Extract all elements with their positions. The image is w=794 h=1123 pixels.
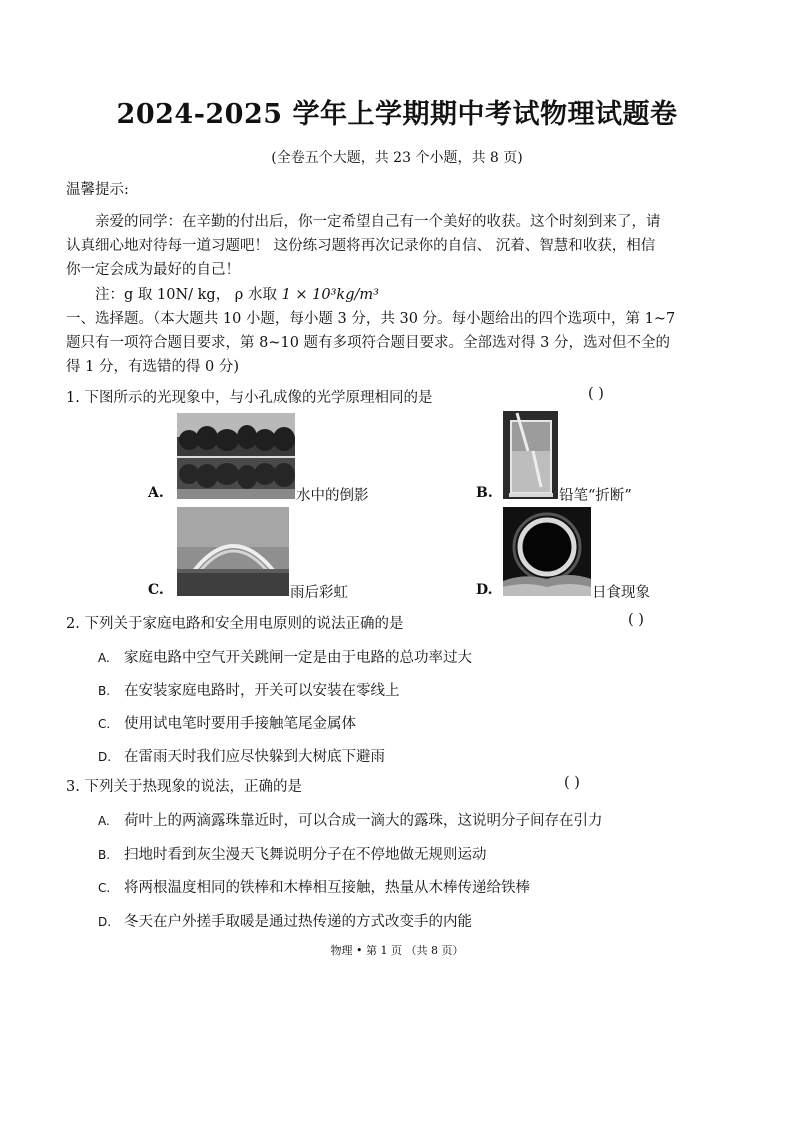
question-3-stem: 3. 下列关于热现象的说法，正确的是	[66, 779, 302, 795]
tips-label: 温馨提示:	[66, 182, 129, 198]
tips-note	[95, 283, 379, 304]
note-formula: 1 × 10³kg/m³	[281, 287, 379, 303]
note-prefix: 注：g 取 10N/ kg， ρ 水取	[95, 287, 282, 303]
q2-option-b-text: 在安装家庭电路时，开关可以安装在零线上	[124, 683, 400, 699]
q2-option-b[interactable]	[98, 679, 400, 700]
section1-line-3: 得 1 分，有选错的得 0 分)	[66, 359, 240, 375]
q1-option-c-letter: C.	[148, 582, 164, 598]
exam-subtitle: (全卷五个大题，共 23 个小题，共 8 页)	[271, 150, 523, 166]
question-2-stem: 2. 下列关于家庭电路和安全用电原则的说法正确的是	[66, 616, 404, 632]
question-3-answer-paren[interactable]: ( )	[564, 775, 580, 791]
question-1-answer-paren[interactable]: ( )	[588, 386, 604, 402]
q1-option-c-image	[177, 507, 289, 596]
q1-option-b-image	[503, 411, 558, 499]
rainbow-photo	[177, 507, 289, 596]
q1-option-d-caption: 日食现象	[592, 585, 650, 601]
q3-option-b-letter: B.	[98, 848, 111, 862]
q1-option-b-caption: 铅笔“折断”	[559, 488, 632, 504]
q1-option-a-letter: A.	[148, 485, 164, 501]
q2-option-c[interactable]	[98, 712, 356, 733]
q3-option-d-text: 冬天在户外搓手取暖是通过热传递的方式改变手的内能	[124, 914, 472, 930]
q2-option-d[interactable]	[98, 745, 385, 766]
tips-line-1: 亲爱的同学：在辛勤的付出后，你一定希望自己有一个美好的收获。这个时刻到来了，请	[95, 214, 661, 230]
q2-option-d-text: 在雷雨天时我们应尽快躲到大树底下避雨	[124, 749, 385, 765]
q2-option-b-letter: B.	[98, 684, 111, 698]
q3-option-c-text: 将两根温度相同的铁棒和木棒相互接触，热量从木棒传递给铁棒	[124, 880, 530, 896]
q3-option-d[interactable]	[98, 910, 472, 931]
question-1-stem: 1. 下图所示的光现象中，与小孔成像的光学原理相同的是	[66, 390, 433, 406]
tips-line-2: 认真细心地对待每一道习题吧！ 这份练习题将再次记录你的自信、 沉着、智慧和收获，相信	[66, 238, 656, 254]
q3-option-a-letter: A.	[98, 814, 110, 828]
section1-line-2: 题只有一项符合题目要求，第 8~10 题有多项符合题目要求。全部选对得 3 分，选对但不全的	[66, 335, 670, 351]
tips-line-3: 你一定会成为最好的自己！	[66, 262, 240, 278]
section1-line-1: 一、选择题。（本大题共 10 小题，每小题 3 分，共 30 分。每小题给出的四个选项中，第 1~7	[66, 311, 676, 327]
q2-option-a[interactable]	[98, 646, 472, 667]
q2-option-d-letter: D.	[98, 750, 112, 764]
q3-option-a-text: 荷叶上的两滴露珠靠近时，可以合成一滴大的露珠，这说明分子间存在引力	[124, 813, 603, 829]
q3-option-c[interactable]	[98, 876, 530, 897]
q1-option-a-image	[177, 413, 295, 499]
q2-option-c-text: 使用试电笔时要用手接触笔尾金属体	[124, 716, 356, 732]
q3-option-b-text: 扫地时看到灰尘漫天飞舞说明分子在不停地做无规则运动	[124, 847, 487, 863]
exam-title: 2024-2025 学年上学期期中考试物理试题卷	[116, 99, 678, 130]
q3-option-b[interactable]	[98, 843, 487, 864]
reflection-photo	[177, 413, 295, 499]
q2-option-a-text: 家庭电路中空气开关跳闸一定是由于电路的总功率过大	[124, 650, 472, 666]
q2-option-c-letter: C.	[98, 717, 111, 731]
q1-option-d-letter: D.	[476, 582, 493, 598]
q1-option-b-letter: B.	[476, 485, 493, 501]
q3-option-a[interactable]	[98, 809, 603, 830]
pencil-in-glass-photo	[503, 411, 558, 499]
question-2-answer-paren[interactable]: ( )	[628, 612, 644, 628]
q1-option-c-caption: 雨后彩虹	[290, 585, 348, 601]
q2-option-a-letter: A.	[98, 651, 110, 665]
q1-option-a-caption: 水中的倒影	[296, 488, 369, 504]
page-footer: 物理 • 第 1 页 （共 8 页）	[330, 944, 464, 957]
q3-option-c-letter: C.	[98, 881, 111, 895]
eclipse-photo	[503, 507, 591, 596]
q3-option-d-letter: D.	[98, 915, 112, 929]
q1-option-d-image	[503, 507, 591, 596]
